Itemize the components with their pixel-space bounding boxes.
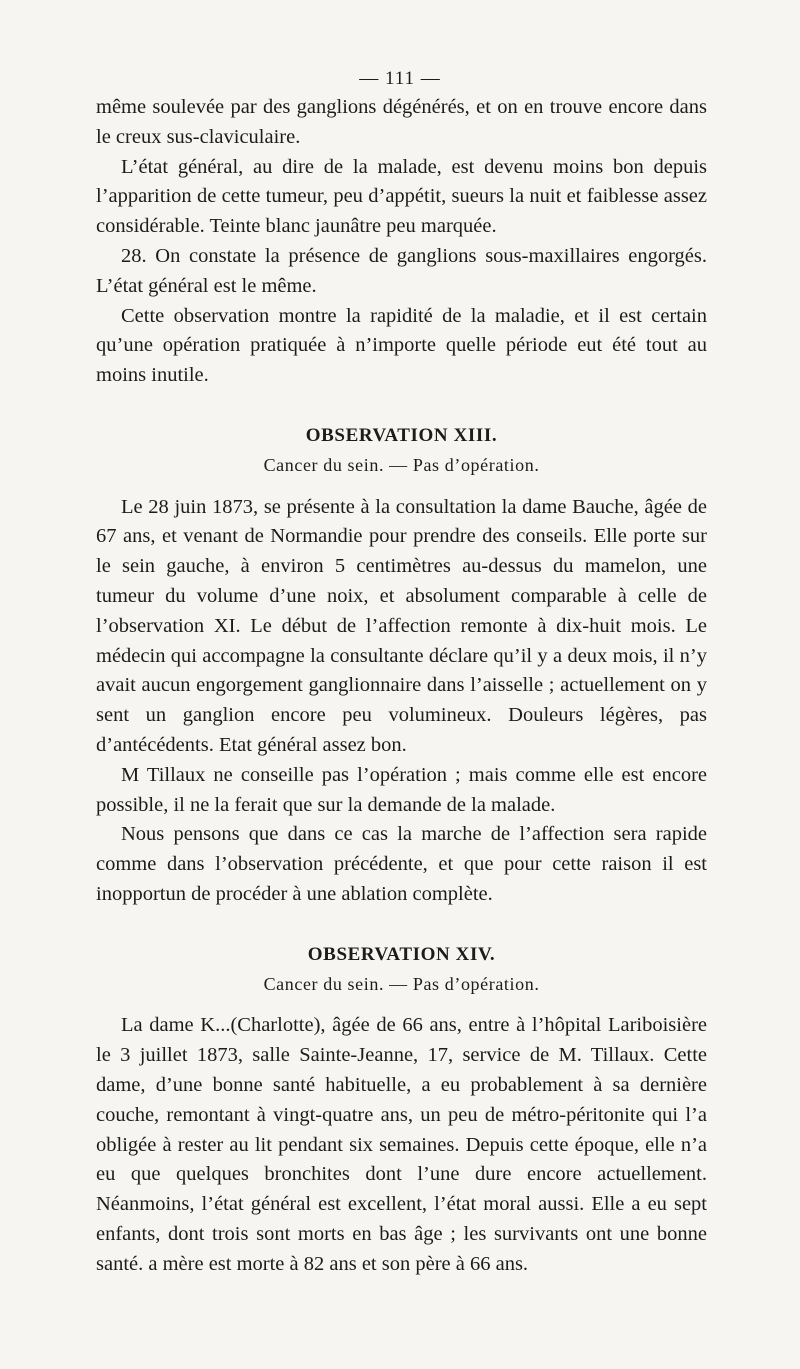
paragraph-conclusion: Cette observation montre la rapidité de la maladie, et il est certain qu’une opération pratiquée à n’importe quelle période eut été tout au moins inutile.	[96, 304, 707, 387]
observation-xiii-paragraph-2: M Tillaux ne conseille pas l’opération ; mais comme elle est encore possible, il ne la ferait que sur la demande de la malade.	[96, 763, 707, 816]
paragraph-day-28: 28. On constate la présence de ganglions sous-maxillaires engorgés. L’état général est le même.	[96, 244, 707, 297]
observation-xiv-title: OBSERVATION XIV.	[307, 943, 496, 965]
observation-xiii-paragraph-3: Nous pensons que dans ce cas la marche de l’affection sera rapide comme dans l’observation précédente, et que pour cette raison il est inopportun de procéder à une ablation complète.	[96, 823, 707, 905]
observation-xiii-title: OBSERVATION XIII.	[305, 424, 498, 446]
page-number: — 111 —	[359, 68, 441, 89]
section-spacer	[96, 910, 707, 926]
observation-xiv-subtitle: Cancer du sein. — Pas d’opération.	[263, 973, 540, 994]
paragraph-general-state: L’état général, au dire de la malade, est devenu moins bon depuis l’apparition de cette tumeur, peu d’appétit, sueurs la nuit et faiblesse assez considérable. Teinte blanc jaunâtre peu marquée.	[96, 155, 707, 238]
paragraph-continued: même soulevée par des ganglions dégénérés, et on en trouve encore dans le creux sus-claviculaire.	[96, 96, 707, 148]
section-spacer	[96, 391, 707, 407]
observation-xiii-subtitle: Cancer du sein. — Pas d’opération.	[263, 454, 540, 475]
observation-xiv-paragraph-1: La dame K...(Charlotte), âgée de 66 ans, entre à l’hôpital Lariboisière le 3 juillet 1873, salle Sainte-Jeanne, 17, service de M. Tillaux. Cette dame, d’une bonne santé habituelle, a eu probablement à sa dernière couche, remontant à vingt-quatre ans, un peu de métro-péritonite qui l’a obligée à rester au lit pendant six semaines. Depuis cette époque, elle n’a eu que quelques bronchites dont l’une dure encore actuellement. Néanmoins, l’état général est excellent, l’état moral aussi. Elle a eu sept enfants, dont trois sont morts en bas âge ; les survivants ont une bonne santé. a mère est morte à 82 ans et son père à 66 ans.	[96, 1014, 707, 1275]
observation-xiii-paragraph-1: Le 28 juin 1873, se présente à la consultation la dame Bauche, âgée de 67 ans, et venant de Normandie pour prendre des conseils. Elle porte sur le sein gauche, à environ 5 centimètres au-dessus du mamelon, une tumeur du volume d’une noix, et absolument comparable à celle de l’observation XI. Le début de l’affection remonte à dix-huit mois. Le médecin qui accompagne la consultante déclare qu’il y a deux mois, il n’y avait aucun engorgement ganglionnaire dans l’aisselle ; actuellement on y sent un ganglion encore peu volumineux. Douleurs légères, pas d’antécédents. Etat général assez bon.	[96, 495, 707, 756]
page-text-block	[96, 93, 707, 1279]
